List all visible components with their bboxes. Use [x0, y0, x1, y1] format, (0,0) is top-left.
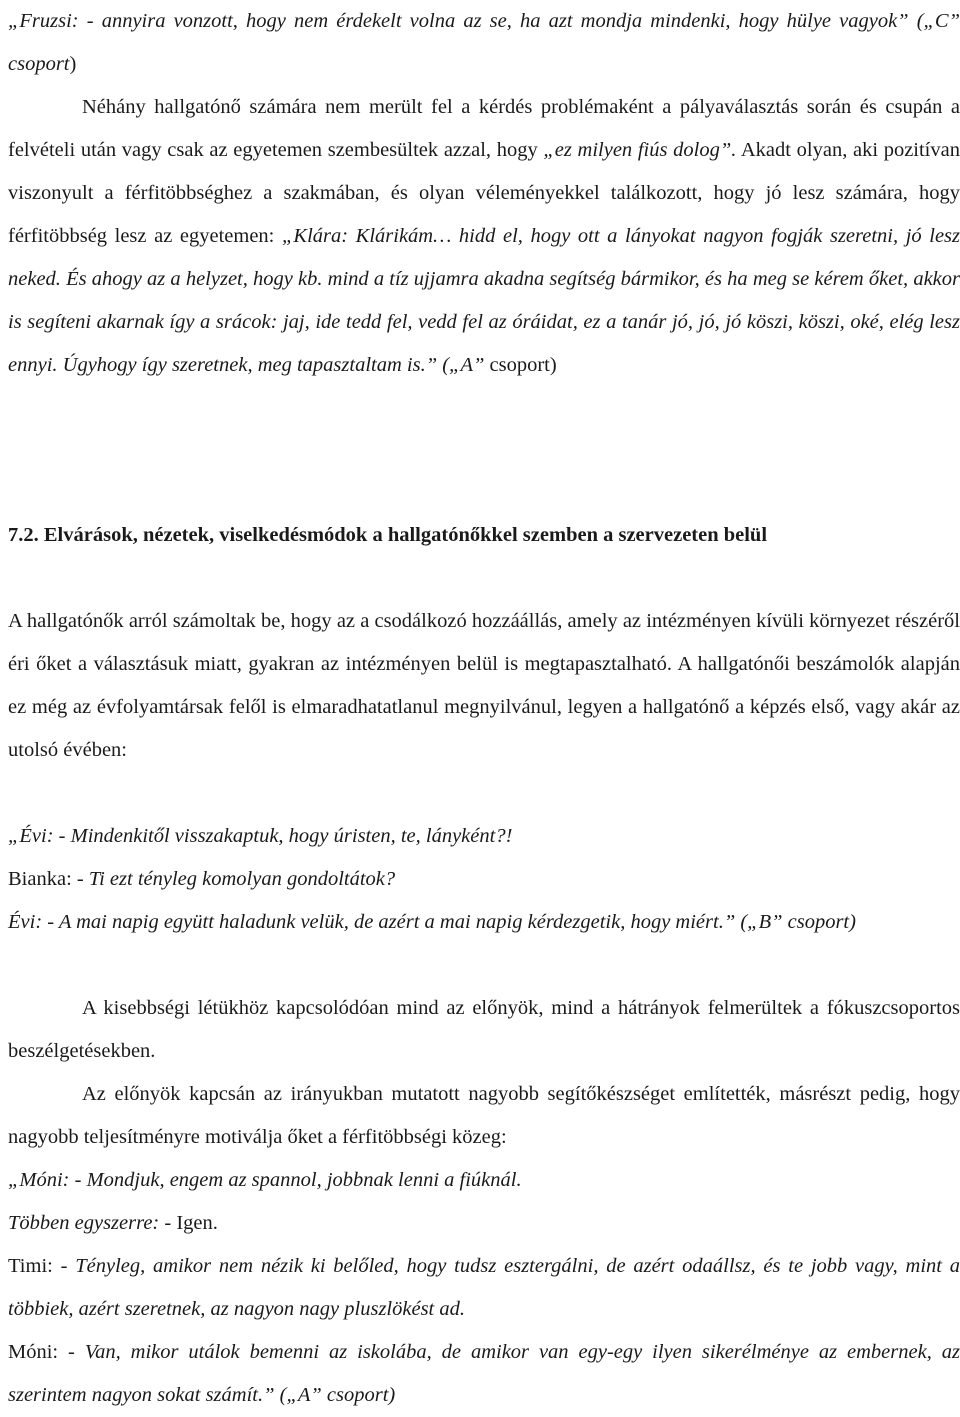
paragraph-body: A hallgatónők arról számoltak be, hogy az a csodálkozó hozzáállás, amely az intézményen kívüli környezet részéről éri őket a választásuk miatt, gyakran az intézményen belül is megtapasztalható. A hallgatónői beszámolók alapján ez még az évfolyamtársak felől is elmaradhatatlanul megnyilvánul, legyen a hallgatónő a képzés első, vagy akár az utolsó évében: — [8, 610, 960, 761]
paragraph-text: Akadt olyan, aki pozitívan viszonyult a férfitöbbséghez a szakmában, és olyan véleményekkel találkozott, hogy jó lesz számára, hogy férfitöbbség lesz az egyetemen: — [8, 139, 960, 247]
quote-text: „Évi: - Mindenkitől visszakaptuk, hogy úristen, te, lányként?! — [8, 825, 513, 847]
speaker: Timi: - — [8, 1255, 76, 1277]
quote-close: ) — [69, 53, 77, 75]
paragraph-elonyok — [8, 1073, 960, 1159]
speaker: Bianka: - — [8, 868, 89, 890]
paragraph-text: A kisebbségi létükhöz kapcsolódóan mind az előnyök, mind a hátrányok felmerültek a fókuszcsoportos beszélgetésekben. — [8, 997, 960, 1062]
paragraph-kisebbseg — [8, 987, 960, 1073]
quote-klara: „Klára: Klárikám… hidd el, hogy ott a lányokat nagyon fogják szeretni, jó lesz neked. És ahogy az a helyzet, hogy kb. mind a tíz ujjamra akadna segítség bármikor, és ha meg se kérem őket, akkor is segíteni akarnak így a srácok: jaj, ide tedd fel, vedd fel az óráidat, ez a tanár jó, jó, jó köszi, köszi, oké, elég lesz ennyi. Úgyhogy így szeretnek, meg tapasztaltam is.” („A” — [8, 225, 960, 376]
paragraph-text: Néhány hallgatónő számára nem merült fel a kérdés problémaként a pályaválasztás során és csupán a felvételi után vagy csak az egyetemen szembesültek azzal, hogy — [8, 96, 960, 161]
section-heading: 7.2. Elvárások, nézetek, viselkedésmódok a hallgatónőkkel szemben a szervezeten belül — [8, 524, 768, 546]
paragraph-quote: „ez milyen fiús dolog”. — [543, 139, 737, 161]
paragraph-text: Az előnyök kapcsán az irányukban mutatott nagyobb segítőkészséget említették, másrészt pedig, hogy nagyobb teljesítményre motiválja őket a férfitöbbségi közeg: — [8, 1083, 960, 1148]
quote-text: Van, mikor utálok bemenni az iskolába, de amikor van egy-egy ilyen sikerélménye az embernek, az szerintem nagyon sokat számít.” („A” csoport) — [8, 1341, 960, 1406]
quote-text: - Igen. — [164, 1212, 218, 1234]
group-label: csoport) — [484, 354, 557, 376]
paragraph-intro — [8, 86, 960, 387]
quote-timi — [8, 1245, 960, 1331]
quote-tobben — [8, 1202, 960, 1245]
quote-text: „Móni: - Mondjuk, engem az spannol, jobbnak lenni a fiúknál. — [8, 1169, 522, 1191]
quote-evi-1 — [8, 815, 960, 858]
quote-evi-2 — [8, 901, 960, 944]
quote-bianka — [8, 858, 960, 901]
speaker: Móni: - — [8, 1341, 85, 1363]
quote-moni-2 — [8, 1331, 960, 1417]
quote-moni-1 — [8, 1159, 960, 1202]
speaker: Többen egyszerre: — [8, 1212, 165, 1234]
quote-text: Évi: - A mai napig együtt haladunk velük, de azért a mai napig kérdezgetik, hogy miért.” („B” csoport) — [8, 911, 856, 933]
quote-fruzsi — [8, 0, 960, 86]
quote-text: Ti ezt tényleg komolyan gondoltátok? — [88, 868, 396, 890]
quote-text: Tényleg, amikor nem nézik ki belőled, hogy tudsz esztergálni, de azért odaállsz, és te jobb vagy, mint a többiek, azért szeretnek, az nagyon nagy pluszlökést ad. — [8, 1255, 960, 1320]
quote-text: „Fruzsi: - annyira vonzott, hogy nem érdekelt volna az se, ha azt mondja mindenki, hogy hülye vagyok” („C” csoport — [8, 10, 960, 75]
